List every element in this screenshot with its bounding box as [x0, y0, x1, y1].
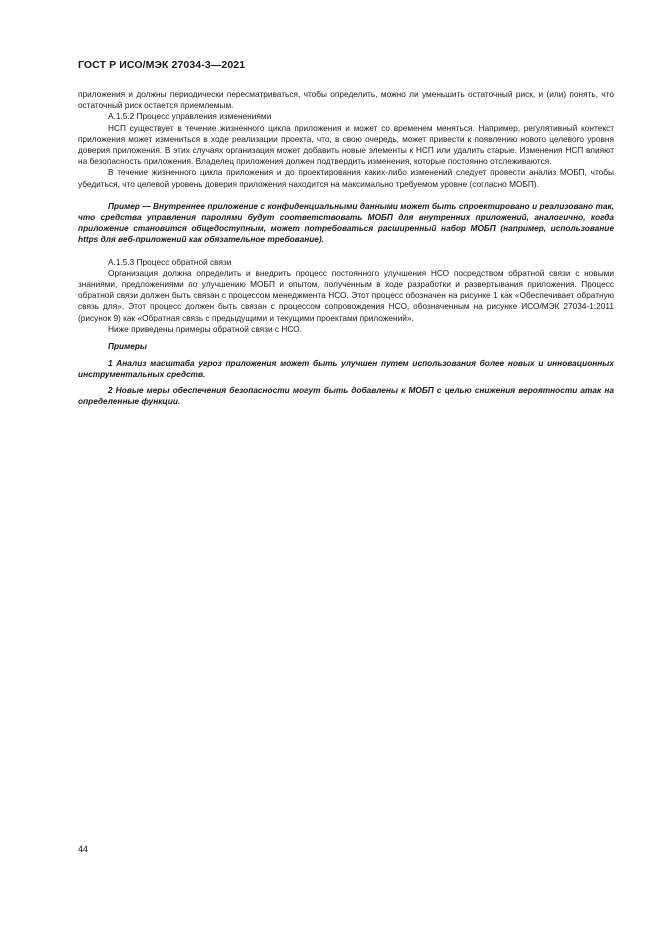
section-heading: А.1.5.3 Процесс обратной связи	[108, 256, 232, 267]
page-number: 44	[78, 844, 89, 854]
document-header: ГОСТ Р ИСО/МЭК 27034-3—2021	[78, 59, 246, 71]
document-body	[78, 89, 614, 407]
paragraph: В течение жизненного цикла приложения и до проектирования каких-либо изменений следует провести анализ МОБП, чтобы убедиться, что целевой уровень доверия приложения находится на максимально требуемом уровне (согласно МОБП).	[78, 167, 614, 189]
example-item: 1 Анализ масштаба угроз приложения может быть улучшен путем использования более новых и инновационных инструментальных средств.	[78, 358, 614, 380]
example-item: 2 Новые меры обеспечения безопасности могут быть добавлены к МОБП с целью снижения вероятности атак на определенные функции.	[78, 384, 614, 406]
paragraph: приложения и должны периодически пересматриваться, чтобы определить, можно ли уменьшить остаточный риск, и (или) понять, что остаточный риск остается приемлемым.	[78, 89, 614, 111]
paragraph: Ниже приведены примеры обратной связи с НСО.	[108, 323, 302, 334]
examples-heading: Примеры	[108, 341, 148, 352]
paragraph: НСП существует в течение жизненного цикла приложения и может со временем меняться. Например, регулятивный контекст приложения может измениться в ходе реализации проекта, что, в свою очередь, может привести к появлению нового целевого уровня доверия приложения. В этих случаях организация может добавить новые элементы к НСП или удалить старые. Изменения НСП влияют на безопасность приложения. Владелец приложения должен подтвердить изменения, которые постоянно отслеживаются.	[78, 122, 614, 167]
paragraph: Организация должна определить и внедрить процесс постоянного улучшения НСО посредством обратной связи с новыми знаниями, предложениями по улучшению МОБП и опытом, полученным в ходе разработки и развертывания приложения. Процесс обратной связи должен быть связан с процессом менеджмента НСО. Этот процесс обозначен на рисунке 1 как «Обеспечивает обратную связь для». Этот процесс должен быть связан с процессом сопровождения НСО, обозначенным на рисунке ИСО/МЭК 27034-1:2011 (рисунок 9) как «Обратная связь с предыдущими и текущими проектами приложений».	[78, 267, 614, 323]
example-note: Пример — Внутреннее приложение с конфиденциальными данными может быть спроектировано и реализовано так, что средства управления паролями будут соответствовать МОБП для внутренних приложений, аналогично, когда приложение становится общедоступным, может потребоваться расширенный набор МОБП (например, использование https для веб-приложений как обязательное требование).	[78, 200, 614, 245]
section-heading: А.1.5.2 Процесс управления изменениями	[108, 111, 272, 122]
